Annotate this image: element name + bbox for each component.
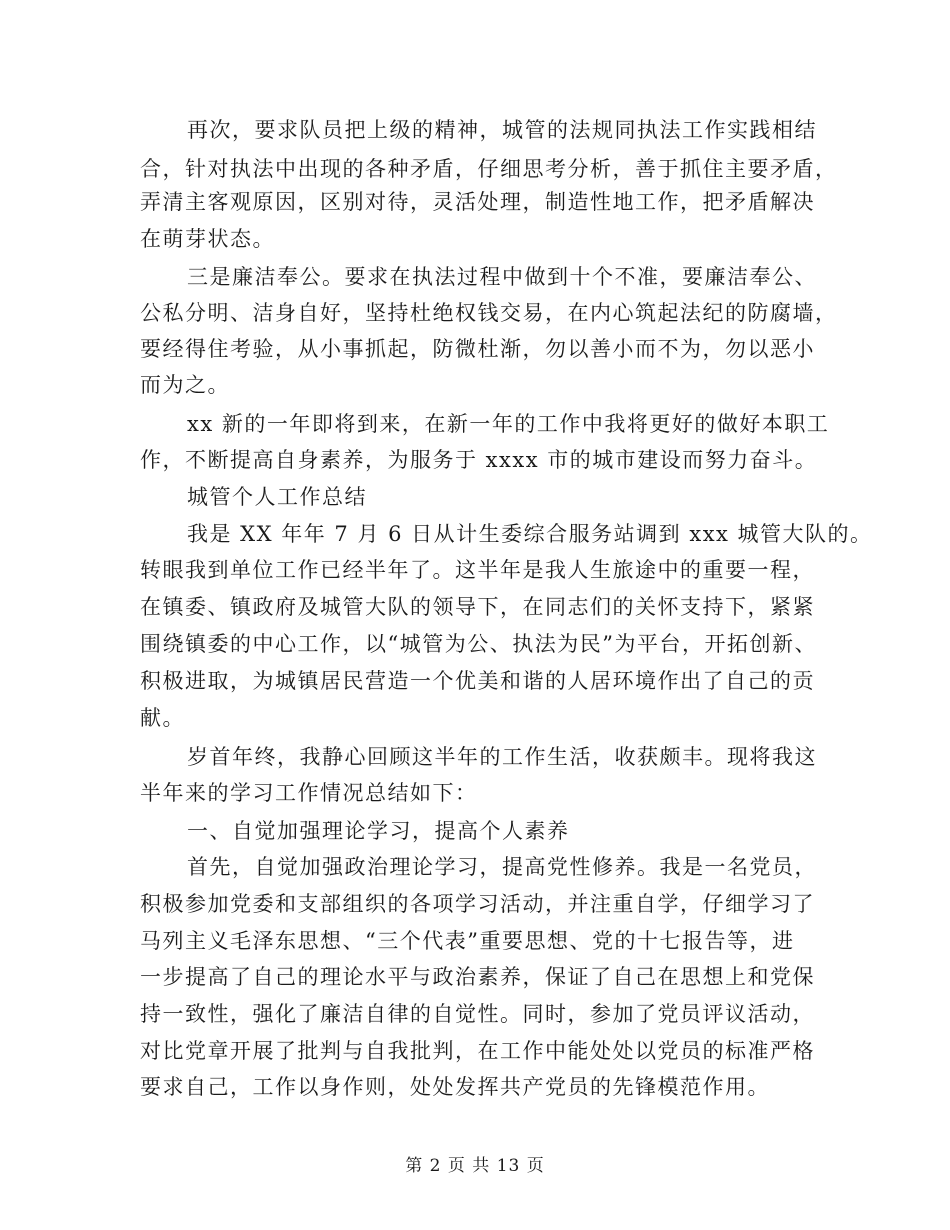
- text-line: 岁首年终，我静心回顾这半年的工作生活，收获颇丰。现将我这: [187, 745, 817, 769]
- page-number: 第 2 页 共 13 页: [405, 1156, 545, 1176]
- text-line: 三是廉洁奉公。要求在执法过程中做到十个不准，要廉洁奉公、: [187, 265, 817, 289]
- text-line: 公私分明、洁身自好，坚持杜绝权钱交易，在内心筑起法纪的防腐墙，: [140, 301, 838, 325]
- text-line: 我是 XX 年年 7 月 6 日从计生委综合服务站调到 xxx 城管大队的。: [187, 522, 873, 546]
- text-line: 要求自己，工作以身作则，处处发挥共产党员的先锋模范作用。: [140, 1075, 770, 1099]
- text-line: 在萌芽状态。: [140, 227, 275, 251]
- text-line: 作，不断提高自身素养，为服务于 xxxx 市的城市建设而努力奋斗。: [140, 448, 818, 472]
- text-line: xx 新的一年即将到来，在新一年的工作中我将更好的做好本职工: [187, 412, 830, 436]
- text-line: 马列主义毛泽东思想、“三个代表”重要思想、党的十七报告等，进: [140, 929, 795, 953]
- text-line: 合，针对执法中出现的各种矛盾，仔细思考分析，善于抓住主要矛盾，: [140, 157, 838, 181]
- text-line: 弄清主客观原因，区别对待，灵活处理，制造性地工作，把矛盾解决: [140, 190, 815, 214]
- text-line: 半年来的学习工作情况总结如下：: [140, 781, 478, 805]
- text-line: 对比党章开展了批判与自我批判，在工作中能处处以党员的标准严格: [140, 1039, 815, 1063]
- section-heading: 城管个人工作总结: [187, 485, 367, 509]
- text-line: 一步提高了自己的理论水平与政治素养，保证了自己在思想上和党保: [140, 965, 815, 989]
- text-line: 首先，自觉加强政治理论学习，提高党性修养。我是一名党员，: [187, 855, 817, 879]
- text-line: 而为之。: [140, 373, 230, 397]
- text-line: 在镇委、镇政府及城管大队的领导下，在同志们的关怀支持下，紧紧: [140, 595, 815, 619]
- text-line: 持一致性，强化了廉洁自律的自觉性。同时，参加了党员评议活动，: [140, 1002, 815, 1026]
- text-line: 转眼我到单位工作已经半年了。这半年是我人生旅途中的重要一程，: [140, 558, 815, 582]
- section-heading: 一、自觉加强理论学习，提高个人素养: [187, 819, 570, 843]
- text-line: 要经得住考验，从小事抓起，防微杜渐，勿以善小而不为，勿以恶小: [140, 337, 815, 361]
- text-line: 积极参加党委和支部组织的各项学习活动，并注重自学，仔细学习了: [140, 892, 815, 916]
- text-line: 围绕镇委的中心工作，以“城管为公、执法为民”为平台，开拓创新、: [140, 632, 817, 656]
- text-line: 再次，要求队员把上级的精神，城管的法规同执法工作实践相结: [187, 118, 817, 142]
- text-line: 积极进取，为城镇居民营造一个优美和谐的人居环境作出了自己的贡: [140, 669, 815, 693]
- text-line: 献。: [140, 706, 185, 730]
